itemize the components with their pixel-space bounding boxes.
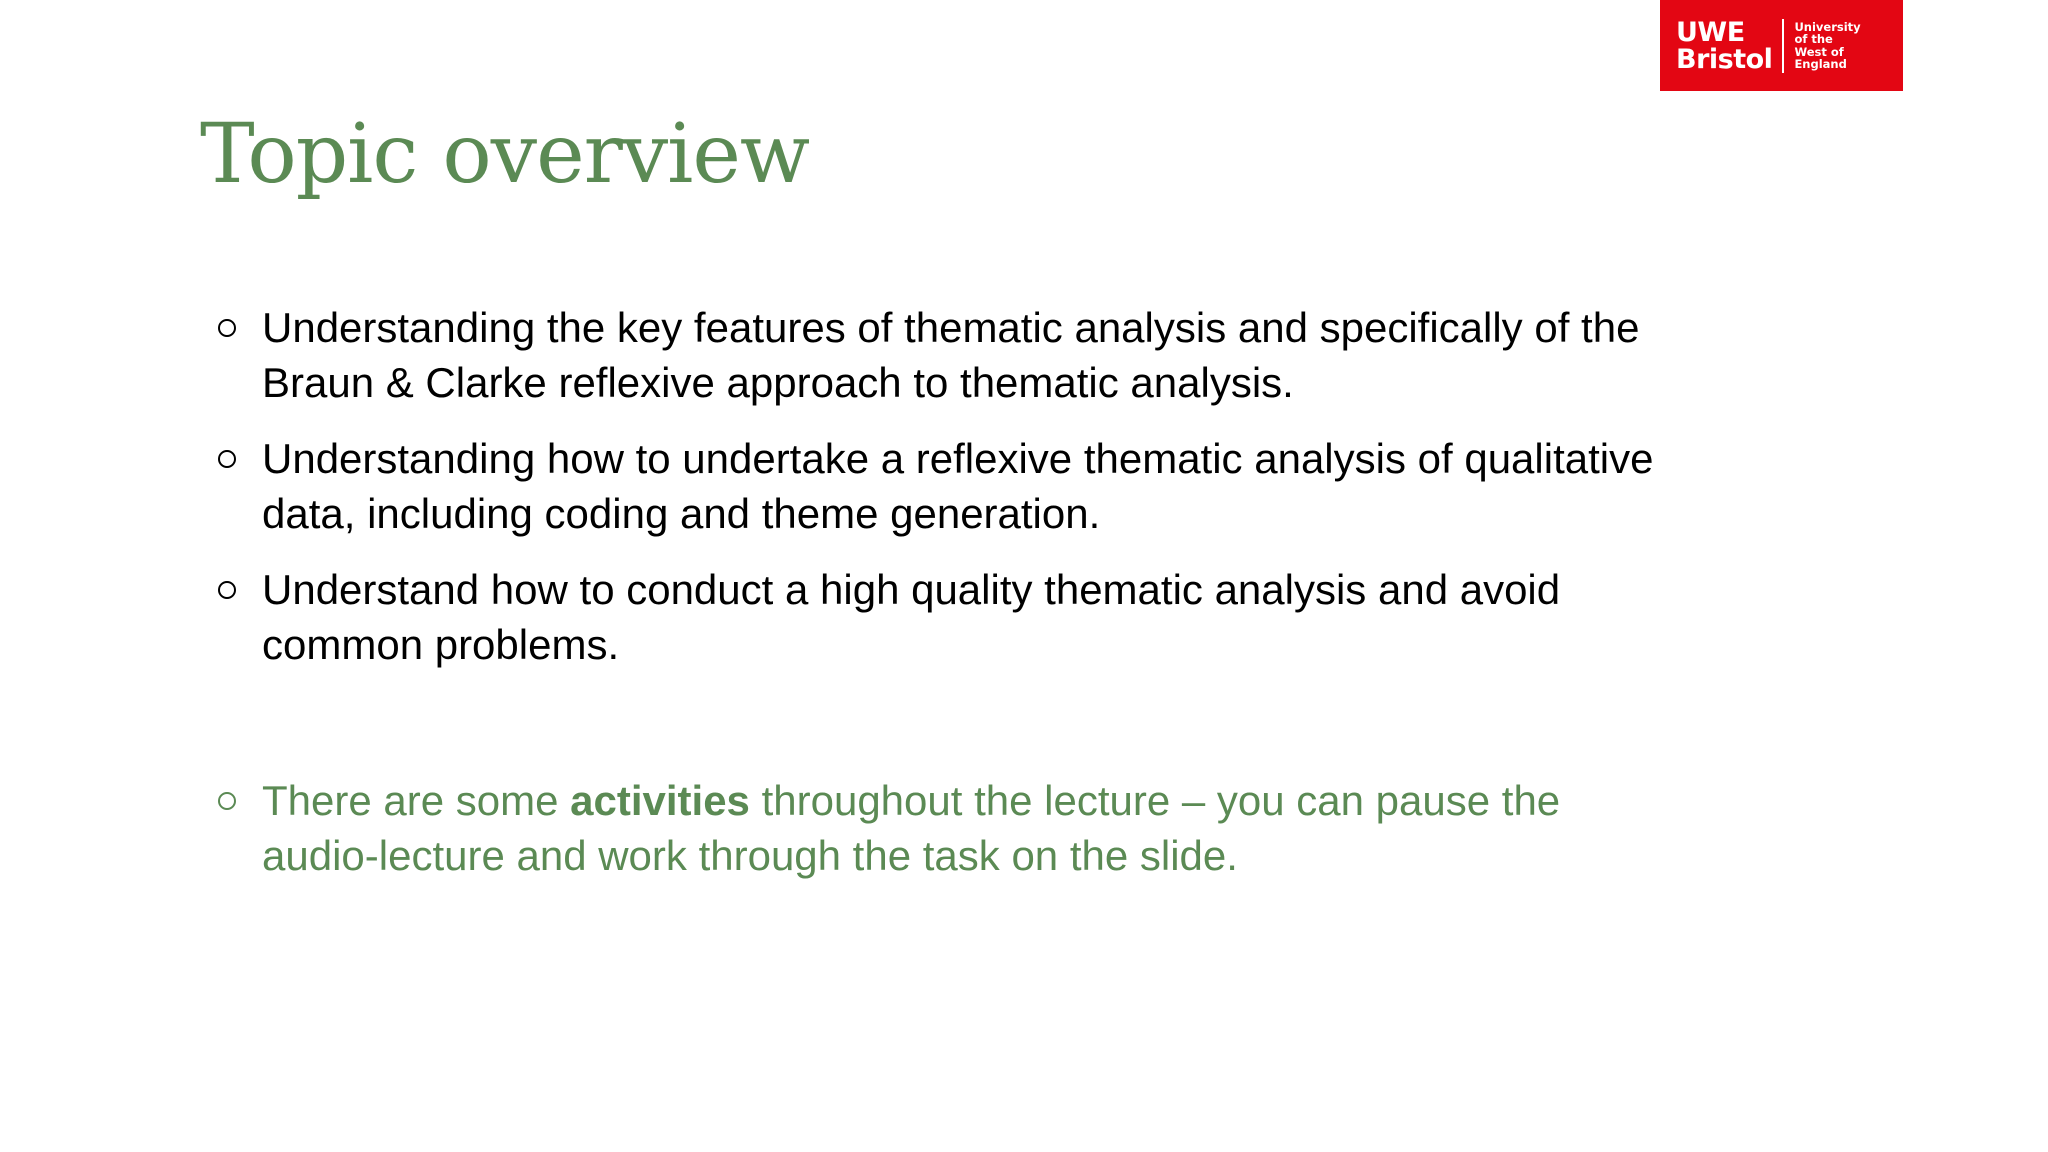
bullet-text: Understand how to conduct a high quality thematic analysis and avoid common problems. <box>262 566 1561 668</box>
hollow-circle-bullet-icon <box>218 319 236 337</box>
bullet-item <box>215 431 1655 541</box>
activity-note <box>215 773 1655 883</box>
slide-title: Topic overview <box>200 107 810 202</box>
logo-main-line-2: Bristol <box>1676 43 1773 75</box>
logo-main-line-1: UWE <box>1676 16 1745 48</box>
hollow-circle-bullet-icon <box>218 792 236 810</box>
uwe-bristol-logo <box>1660 0 1903 91</box>
hollow-circle-bullet-icon <box>218 581 236 599</box>
activity-note-emphasis: activities <box>570 777 750 824</box>
bullet-text: Understanding the key features of thematic analysis and specifically of the Braun & Clarke reflexive approach to thematic analysis. <box>262 304 1640 406</box>
logo-divider <box>1782 19 1784 73</box>
logo-sub-line-2: of the <box>1794 32 1833 46</box>
bullet-list <box>215 300 1655 904</box>
logo-sub-line-4: England <box>1794 57 1847 71</box>
activity-note-after: throughout the lecture – you can pause the audio-lecture and work through the task on the slide. <box>262 777 1561 879</box>
activity-note-before: There are some <box>262 777 571 824</box>
bullet-item <box>215 562 1655 672</box>
logo-sub-line-3: West of <box>1794 44 1844 59</box>
hollow-circle-bullet-icon <box>218 450 236 468</box>
bullet-text: Understanding how to undertake a reflexive thematic analysis of qualitative data, including coding and theme generation. <box>262 435 1654 537</box>
activity-note-text <box>262 777 1560 879</box>
logo-subtitle <box>1794 21 1860 71</box>
bullet-item <box>215 300 1655 410</box>
logo-sub-line-1: University <box>1794 19 1861 34</box>
logo-wordmark <box>1676 16 1773 75</box>
